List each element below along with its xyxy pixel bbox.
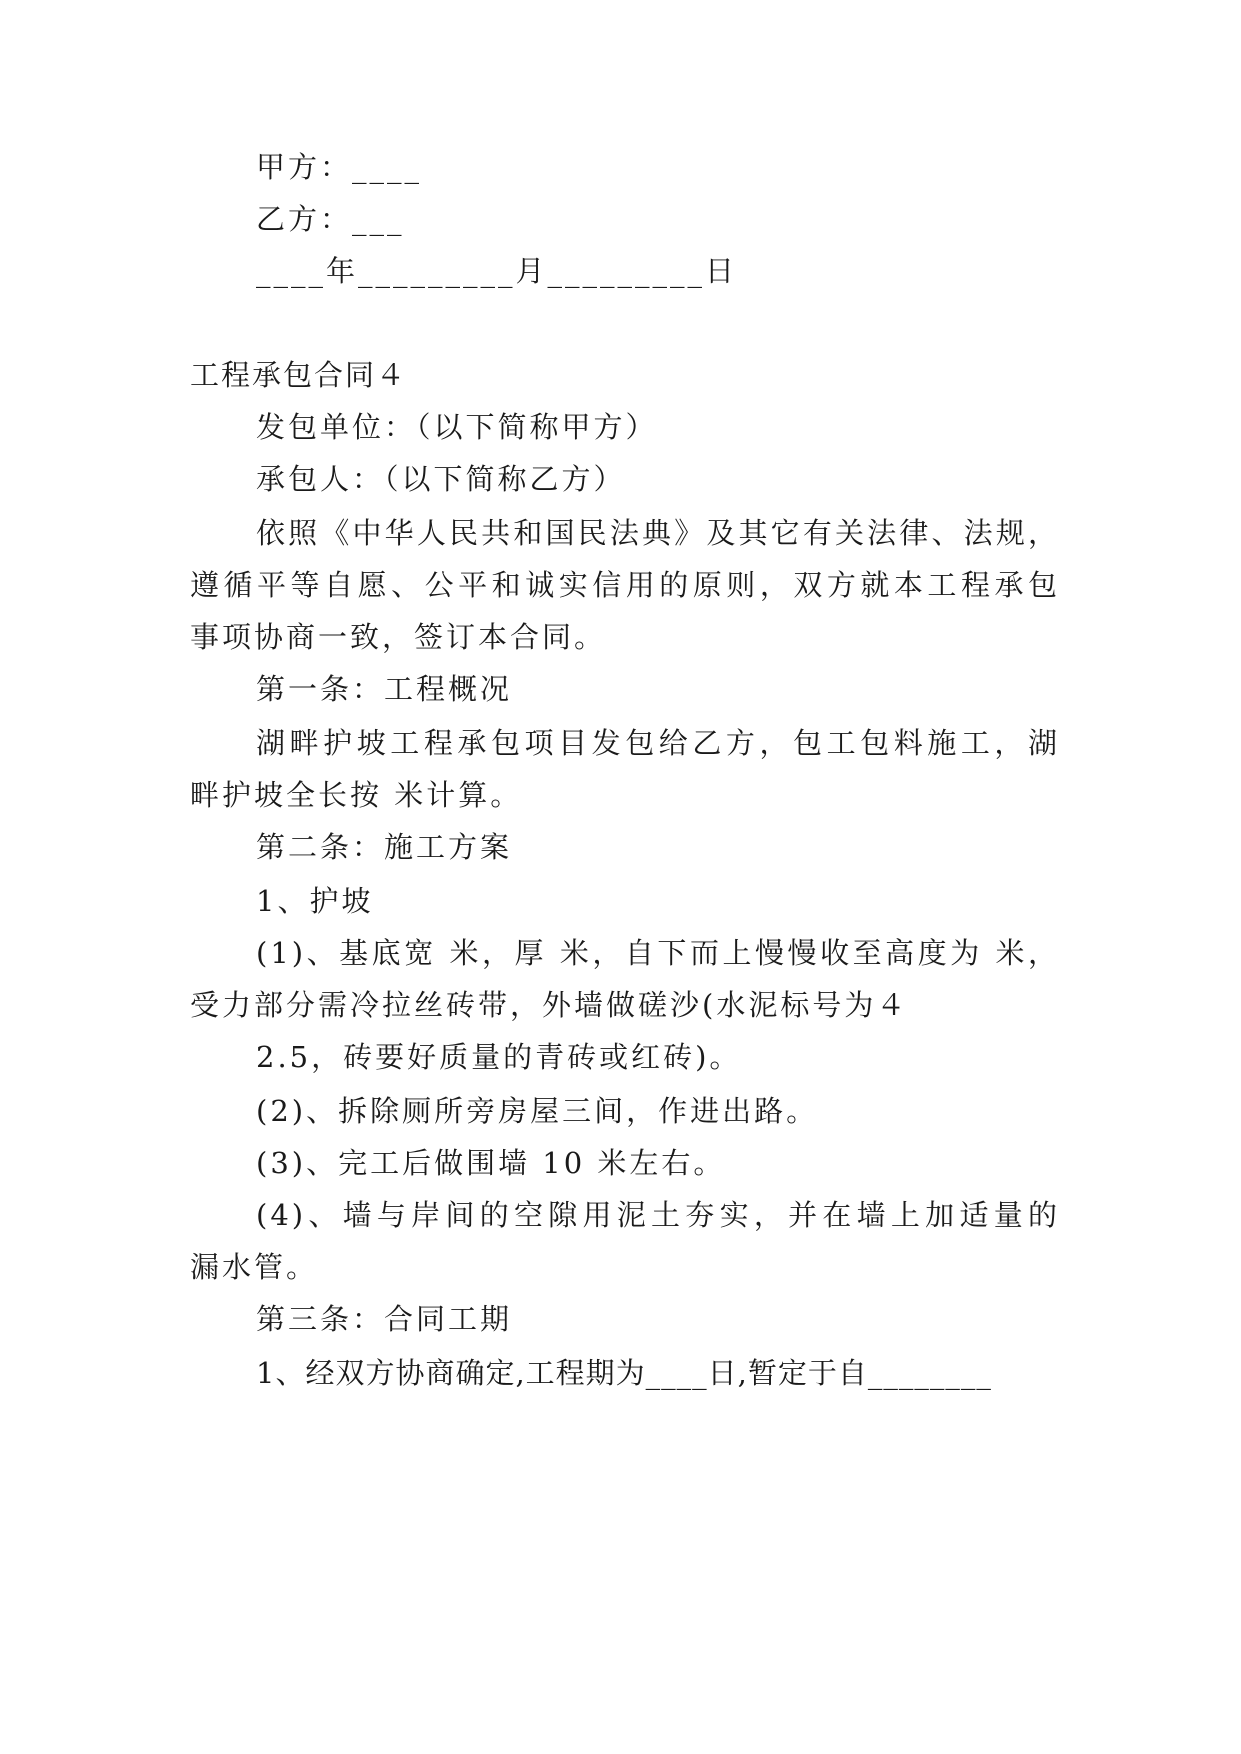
- issuer-line: 发包单位：（以下简称甲方）: [256, 410, 658, 444]
- article-1-body-line-2: 畔护坡全长按 米计算。: [190, 778, 523, 812]
- article-2-sub-2: (2)、拆除厕所旁房屋三间，作进出路。: [256, 1094, 819, 1128]
- intro-line-3: 事项协商一致，签订本合同。: [190, 620, 607, 654]
- article-2-sub-1-line-2: 受力部分需冷拉丝砖带，外墙做磋沙(水泥标号为４: [190, 988, 909, 1022]
- article-3-item-1: 1、经双方协商确定,工程期为____日,暂定于自________: [256, 1356, 992, 1390]
- article-2-sub-1-line-1: (1)、基底宽 米，厚 米，自下而上慢慢收至高度为 米，: [256, 936, 1060, 970]
- article-2-sub-1-continued: 2.5，砖要好质量的青砖或红砖)。: [256, 1040, 742, 1074]
- contractor-line: 承包人：（以下简称乙方）: [256, 462, 626, 496]
- article-1-body-line-1: 湖畔护坡工程承包项目发包给乙方，包工包料施工，湖: [256, 726, 1060, 760]
- article-2-heading: 第二条：施工方案: [256, 830, 513, 864]
- party-b-signature-line: 乙方：___: [256, 202, 405, 236]
- article-1-heading: 第一条：工程概况: [256, 672, 513, 706]
- article-2-item-1: 1、护坡: [256, 884, 374, 918]
- article-3-heading: 第三条：合同工期: [256, 1302, 513, 1336]
- intro-line-2: 遵循平等自愿、公平和诚实信用的原则，双方就本工程承包: [190, 568, 1060, 602]
- article-2-sub-4-line-2: 漏水管。: [190, 1250, 319, 1284]
- party-a-signature-line: 甲方：____: [256, 150, 423, 184]
- contract-title: 工程承包合同４: [190, 358, 408, 392]
- article-2-sub-4-line-1: (4)、墙与岸间的空隙用泥土夯实，并在墙上加适量的: [256, 1198, 1060, 1232]
- signature-date-line: ____年_________月_________日: [256, 254, 738, 288]
- intro-line-1: 依照《中华人民共和国民法典》及其它有关法律、法规，: [256, 516, 1060, 550]
- article-2-sub-3: (3)、完工后做围墙 10 米左右。: [256, 1146, 726, 1180]
